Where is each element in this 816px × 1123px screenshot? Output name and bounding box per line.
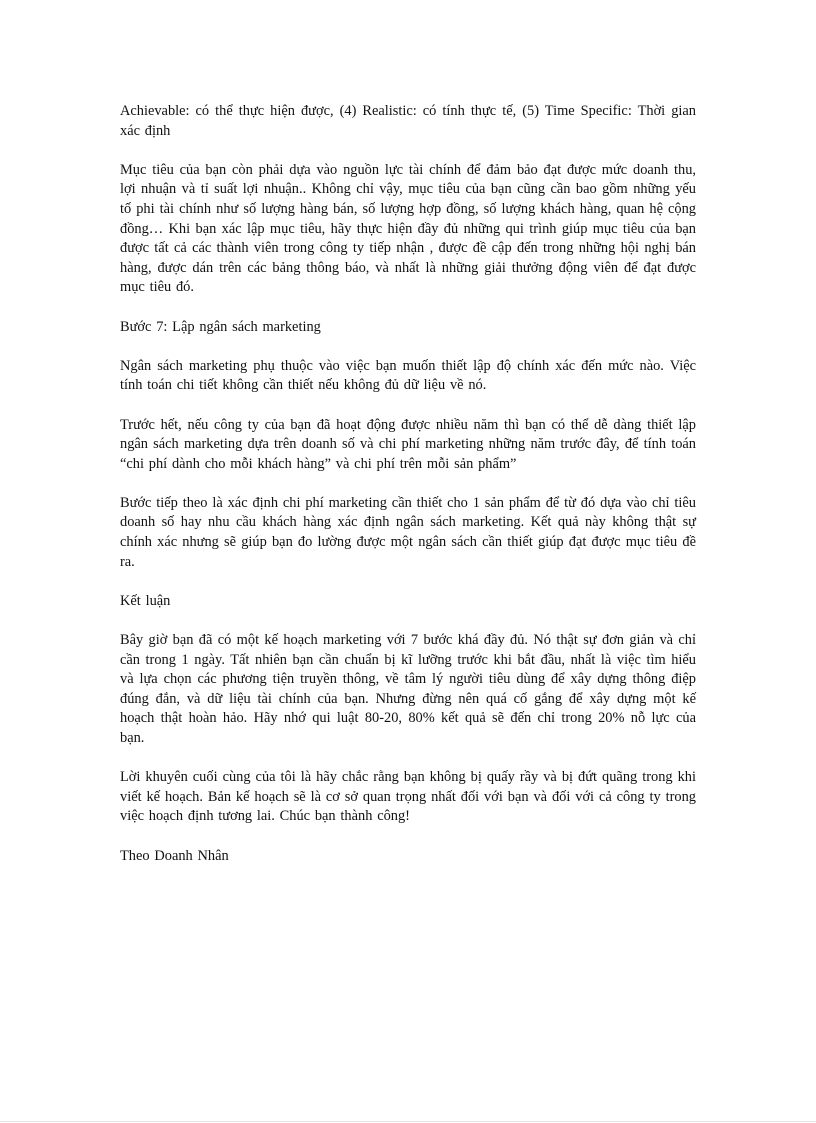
budget-next-step-paragraph: Bước tiếp theo là xác định chi phí marketing cần thiết cho 1 sản phẩm để từ đó dựa vào chỉ tiêu doanh số hay nhu cầu khách hàng xác định ngân sách marketing. Kết quả này không thật sự chính xác nhưng sẽ giúp bạn đo lường được một ngân sách cần thiết giúp đạt được mục tiêu đề ra. [120, 494, 696, 570]
step-7-heading: Bước 7: Lập ngân sách marketing [120, 318, 321, 335]
document-body [120, 102, 696, 886]
page-bottom-divider [0, 1121, 816, 1122]
conclusion-heading: Kết luận [120, 592, 171, 609]
conclusion-paragraph: Bây giờ bạn đã có một kế hoạch marketing với 7 bước khá đầy đủ. Nó thật sự đơn giản và chỉ cần trong 1 ngày. Tất nhiên bạn cần chuẩn bị kĩ lưỡng trước khi bắt đầu, nhất là việc tìm hiểu và lựa chọn các phương tiện truyền thông, về tâm lý người tiêu dùng để xây dựng thông điệp đúng đắn, và dữ liệu tài chính của bạn. Nhưng đừng nên quá cố gắng để xây dựng một kế hoạch thật hoàn hảo. Hãy nhớ qui luật 80-20, 80% kết quả sẽ đến chỉ trong 20% nỗ lực của bạn. [120, 632, 696, 746]
source-attribution: Theo Doanh Nhân [120, 847, 229, 864]
final-advice-paragraph: Lời khuyên cuối cùng của tôi là hãy chắc rằng bạn không bị quấy rầy và bị đứt quãng trong khi viết kế hoạch. Bản kế hoạch sẽ là cơ sở quan trọng nhất đối với bạn và đối với cả công ty trong việc hoạch định tương lai. Chúc bạn thành công! [120, 769, 696, 825]
financial-goals-paragraph: Mục tiêu của bạn còn phải dựa vào nguồn lực tài chính để đảm bảo đạt được mức doanh thu, lợi nhuận và tỉ suất lợi nhuận.. Không chỉ vậy, mục tiêu của bạn cũng cần bao gồm những yếu tố phi tài chính như số lượng hàng bán, số lượng hợp đồng, số lượng khách hàng, quan hệ cộng đồng… Khi bạn xác lập mục tiêu, hãy thực hiện đầy đủ những qui trình giúp mục tiêu của bạn được tất cả các thành viên trong công ty tiếp nhận , được đề cập đến trong những hội nghị bán hàng, được dán trên các bảng thông báo, và nhất là những giải thưởng động viên để đạt được mục tiêu đó. [120, 161, 696, 296]
budget-history-paragraph: Trước hết, nếu công ty của bạn đã hoạt động được nhiều năm thì bạn có thể dễ dàng thiết lập ngân sách marketing dựa trên doanh số và chi phí marketing những năm trước đây, để tính toán “chi phí dành cho mỗi khách hàng” và chi phí trên mỗi sản phẩm” [120, 416, 696, 472]
smart-criteria-paragraph: Achievable: có thể thực hiện được, (4) Realistic: có tính thực tế, (5) Time Specific: Thời gian xác định [120, 103, 696, 139]
budget-intro-paragraph: Ngân sách marketing phụ thuộc vào việc bạn muốn thiết lập độ chính xác đến mức nào. Việc tính toán chi tiết không cần thiết nếu không đủ dữ liệu về nó. [120, 357, 696, 394]
